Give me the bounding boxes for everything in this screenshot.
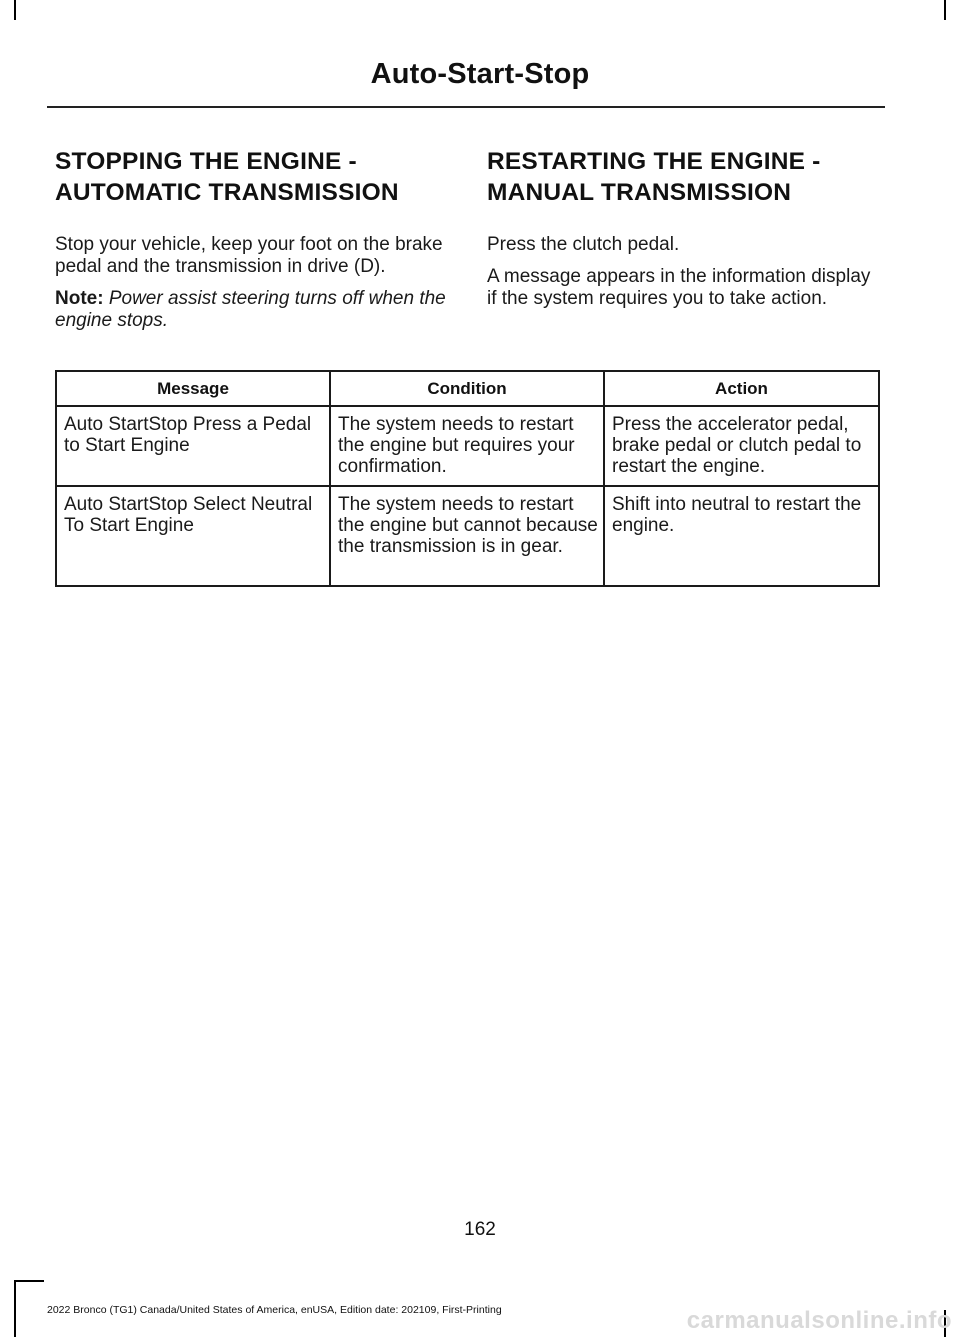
stopping-engine-heading <box>55 146 450 208</box>
page-number: 162 <box>464 1219 496 1240</box>
left-column <box>55 146 450 342</box>
column-header-message: Message <box>56 371 330 406</box>
note-paragraph <box>55 288 450 332</box>
restarting-engine-heading <box>487 146 882 208</box>
message-cell: Auto StartStop Press a Pedal to Start Engine <box>56 406 330 486</box>
stopping-instructions: Stop your vehicle, keep your foot on the brake pedal and the transmission in drive (D). <box>55 234 443 277</box>
column-header-condition: Condition <box>330 371 604 406</box>
heading-line-2: AUTOMATIC TRANSMISSION <box>55 179 399 206</box>
header-divider <box>47 106 885 108</box>
heading-line-1: RESTARTING THE ENGINE - <box>487 148 821 175</box>
watermark: carmanualsonline.info <box>686 1307 952 1334</box>
right-column <box>487 146 882 320</box>
condition-cell: The system needs to restart the engine but requires your confirmation. <box>330 406 604 486</box>
note-label: Note: <box>55 288 104 309</box>
heading-line-2: MANUAL TRANSMISSION <box>487 179 792 206</box>
crop-mark-bottom-left <box>14 1280 16 1337</box>
message-instruction: A message appears in the information display if the system requires you to take action. <box>487 266 871 309</box>
message-table <box>55 370 880 587</box>
table-header-row <box>56 371 879 406</box>
table-row <box>56 406 879 486</box>
column-header-action: Action <box>604 371 879 406</box>
action-cell: Shift into neutral to restart the engine. <box>604 486 879 586</box>
crop-mark-top-right <box>944 0 946 20</box>
edition-footer: 2022 Bronco (TG1) Canada/United States of America, enUSA, Edition date: 202109, First-Printing <box>47 1304 502 1316</box>
table-row <box>56 486 879 586</box>
condition-cell: The system needs to restart the engine but cannot because the transmission is in gear. <box>330 486 604 586</box>
crop-mark-bottom-left-h <box>14 1280 44 1282</box>
clutch-instruction: Press the clutch pedal. <box>487 234 680 255</box>
heading-line-1: STOPPING THE ENGINE - <box>55 148 357 175</box>
message-cell: Auto StartStop Select Neutral To Start Engine <box>56 486 330 586</box>
crop-mark-top-left <box>14 0 16 20</box>
action-cell: Press the accelerator pedal, brake pedal or clutch pedal to restart the engine. <box>604 406 879 486</box>
page-title: Auto-Start-Stop <box>370 58 590 90</box>
note-text: Power assist steering turns off when the engine stops. <box>55 288 446 331</box>
